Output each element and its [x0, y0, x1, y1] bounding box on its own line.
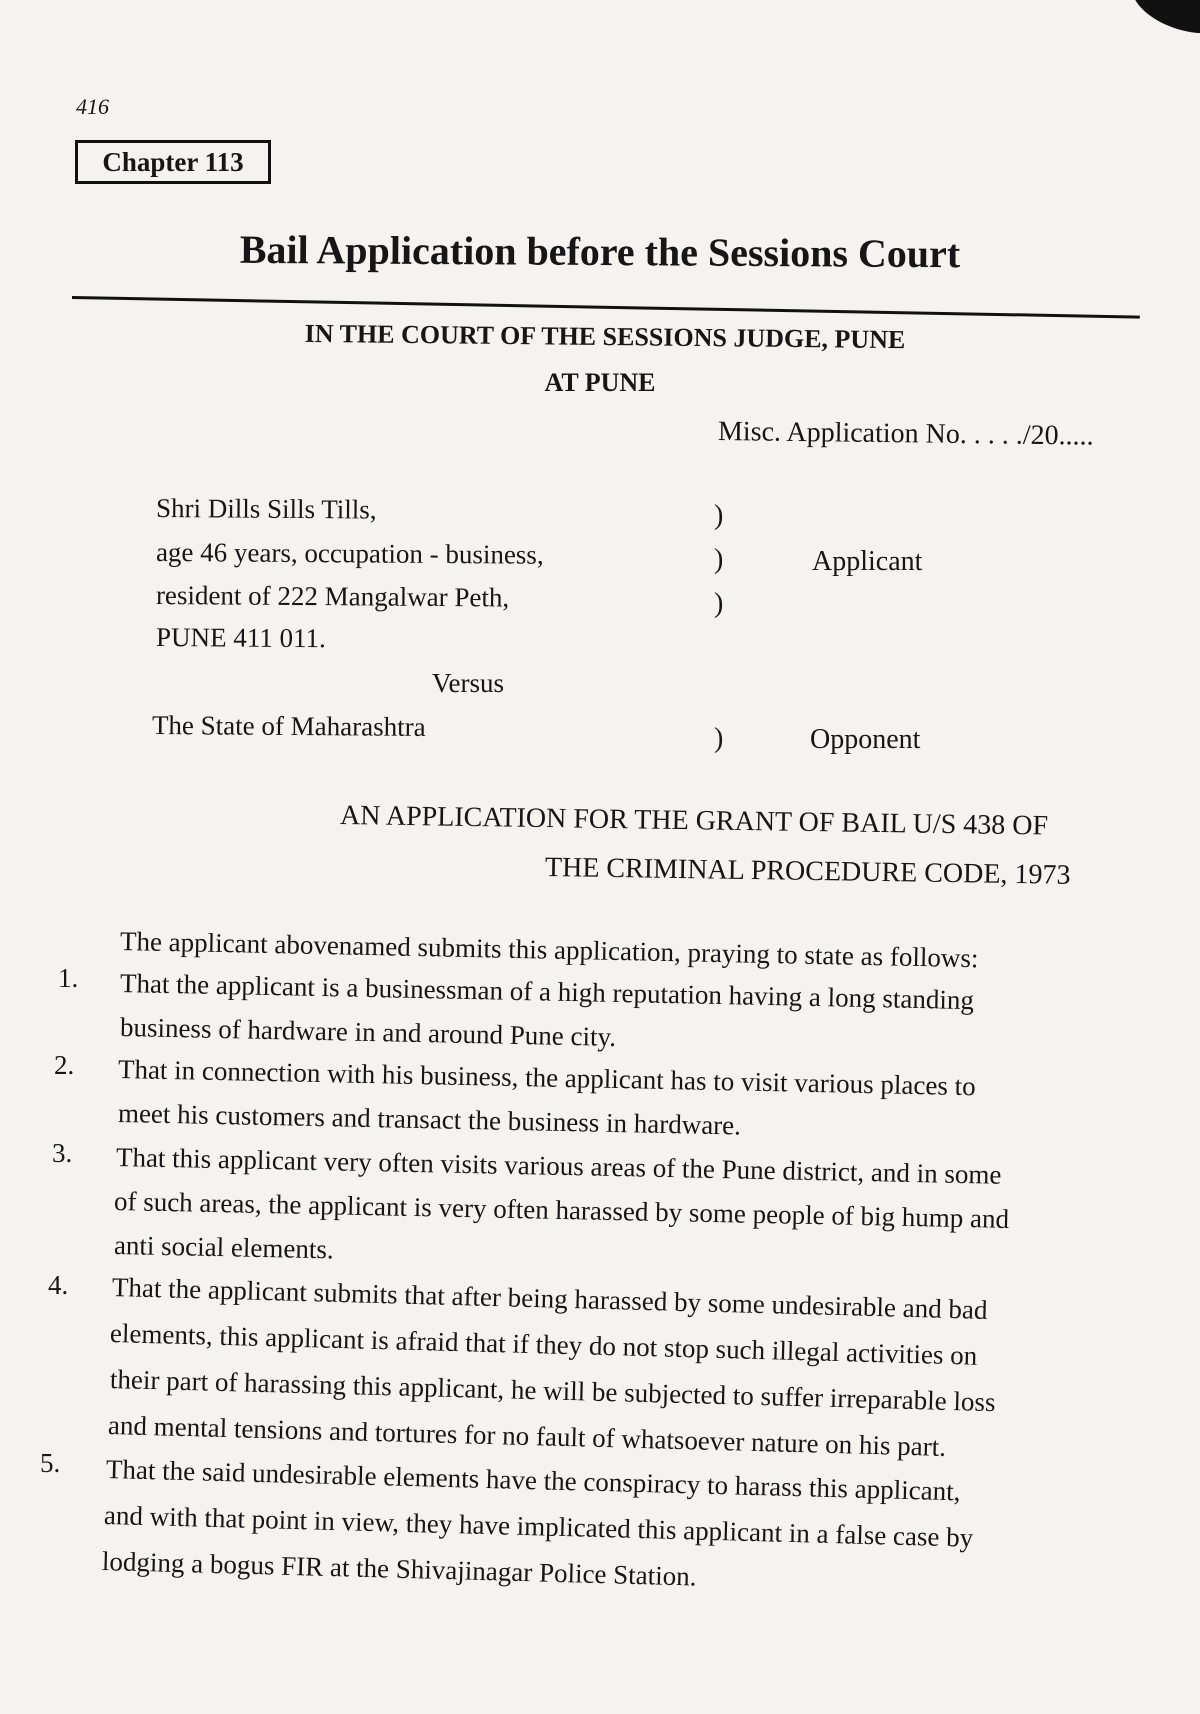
bracket-mark: ): [714, 500, 724, 531]
point-line: lodging a bogus FIR at the Shivajinagar Police Station.: [101, 1546, 697, 1592]
point-number: 1.: [58, 963, 79, 993]
point-line: and with that point in view, they have implicated this applicant in a false case by: [103, 1500, 974, 1553]
bracket-mark: ): [714, 588, 724, 619]
point-number: 3.: [52, 1138, 73, 1168]
court-heading: IN THE COURT OF THE SESSIONS JUDGE, PUNE: [304, 318, 906, 355]
point-line: anti social elements.: [113, 1230, 334, 1265]
misc-application-number: Misc. Application No. . . . ./20.....: [717, 416, 1094, 452]
intro-paragraph: The applicant abovenamed submits this application, praying to state as follows:: [119, 926, 979, 974]
application-heading: AN APPLICATION FOR THE GRANT OF BAIL U/S 438 OF: [339, 800, 1049, 842]
opponent-name: The State of Maharashtra: [151, 710, 426, 742]
point-number: 5.: [40, 1448, 61, 1478]
chapter-label: Chapter 113: [75, 140, 271, 184]
point-line: business of hardware in and around Pune city.: [119, 1012, 617, 1052]
point-line: of such areas, the applicant is very often harassed by some people of big hump and: [113, 1186, 1010, 1234]
point-line: That the applicant is a businessman of a high reputation having a long standing: [119, 968, 975, 1016]
bracket-mark: ): [714, 544, 724, 575]
point-line: meet his customers and transact the business in hardware.: [117, 1098, 742, 1141]
point-line: That in connection with his business, the applicant has to visit various places to: [117, 1054, 976, 1102]
applicant-residence: resident of 222 Mangalwar Peth,: [155, 580, 510, 613]
point-number: 4.: [48, 1270, 69, 1300]
page-corner-shadow: [1123, 0, 1200, 46]
court-location: AT PUNE: [544, 368, 656, 397]
page-title: Bail Application before the Sessions Court: [239, 226, 961, 277]
opponent-role: Opponent: [810, 724, 921, 755]
title-divider: [72, 296, 1140, 319]
applicant-name: Shri Dills Sills Tills,: [155, 493, 377, 525]
bracket-mark: ): [714, 723, 724, 754]
applicant-city: PUNE 411 011.: [155, 622, 326, 654]
point-number: 2.: [54, 1050, 75, 1080]
applicant-role: Applicant: [812, 546, 923, 577]
point-line: their part of harassing this applicant, he will be subjected to suffer irreparable loss: [109, 1364, 996, 1418]
point-line: That the said undesirable elements have the conspiracy to harass this applicant,: [105, 1454, 961, 1507]
point-line: That the applicant submits that after being harassed by some undesirable and bad: [111, 1272, 988, 1325]
application-heading-cont: THE CRIMINAL PROCEDURE CODE, 1973: [544, 852, 1071, 891]
point-line: elements, this applicant is afraid that if they do not stop such illegal activities on: [109, 1318, 978, 1371]
point-line: That this applicant very often visits various areas of the Pune district, and in some: [115, 1142, 1002, 1190]
page-number: 416: [76, 94, 109, 119]
applicant-age-occupation: age 46 years, occupation - business,: [155, 537, 544, 570]
point-line: and mental tensions and tortures for no fault of whatsoever nature on his part.: [107, 1410, 947, 1462]
versus-label: Versus: [432, 668, 504, 698]
